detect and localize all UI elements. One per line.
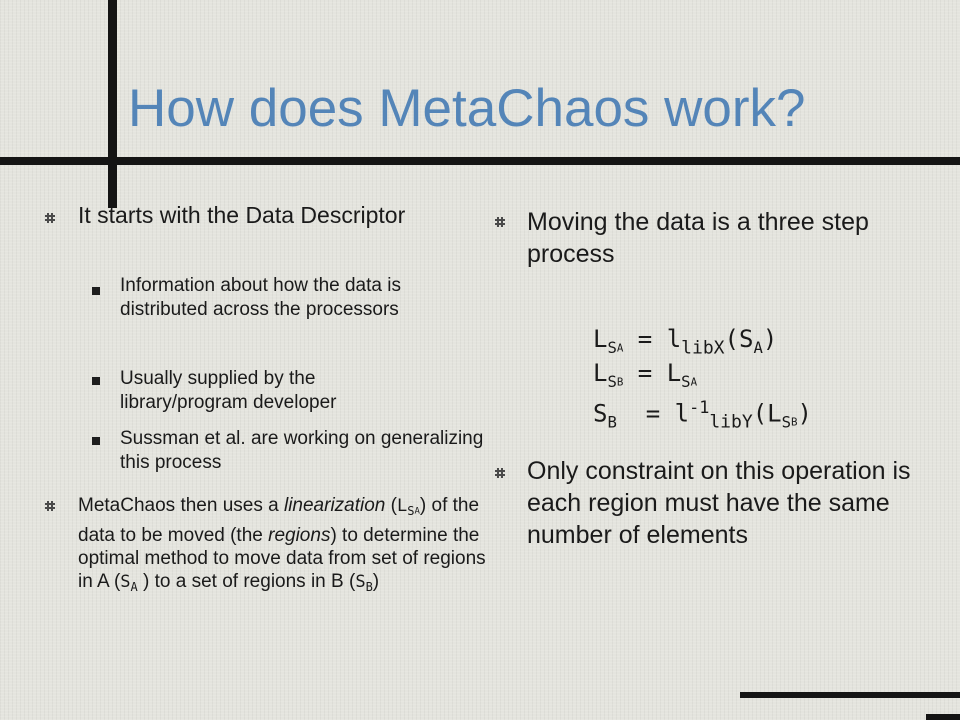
right-bullet-three-step: Moving the data is a three step process: [527, 208, 869, 268]
square-bullet-icon: [92, 437, 100, 445]
equation-step-3: $S_B = l^{-1}_{libY}(L_SB)$: [593, 397, 812, 433]
horizontal-accent-bar: [0, 157, 960, 165]
left-bullet-linearization: MetaChaos then uses a linearization $(L_SA)$ of the data to be moved (the regions) to determine the optimal method to move data from set of regions in A ($S_A$ ) to a set of regions in B $(S_B)$: [78, 495, 486, 594]
hash-bullet-icon: [45, 501, 55, 511]
right-bullet-constraint: Only constraint on this operation is each region must have the same number of elements: [527, 457, 911, 549]
set-b-symbol: $(S_B)$: [348, 570, 380, 594]
equation-block: [593, 322, 812, 433]
bottom-accent-bar-long: [740, 692, 960, 698]
hash-bullet-icon: [45, 213, 55, 223]
square-bullet-icon: [92, 287, 100, 295]
equation-step-2: $L_SB = L_SA$: [593, 359, 698, 392]
hash-bullet-icon: [495, 217, 505, 227]
hash-bullet-icon: [495, 468, 505, 478]
sub-item-supplied-by: Usually supplied by the library/program developer: [120, 368, 337, 413]
vertical-accent-bar: [108, 0, 117, 208]
equation-step-1: $L_SA = l_{libX}(S_A)$: [593, 325, 778, 359]
sub-item-distribution: Information about how the data is distributed across the processors: [120, 275, 401, 320]
left-bullet-data-descriptor: It starts with the Data Descriptor: [78, 202, 406, 228]
slide-title: How does MetaChaos work?: [128, 79, 806, 138]
bottom-accent-bar-short: [926, 714, 960, 720]
set-a-symbol: ($S_A$ ): [113, 570, 150, 594]
sub-item-sussman: Sussman et al. are working on generalizing this process: [120, 428, 484, 473]
square-bullet-icon: [92, 377, 100, 385]
linearization-symbol: $(L_SA)$: [390, 495, 427, 519]
